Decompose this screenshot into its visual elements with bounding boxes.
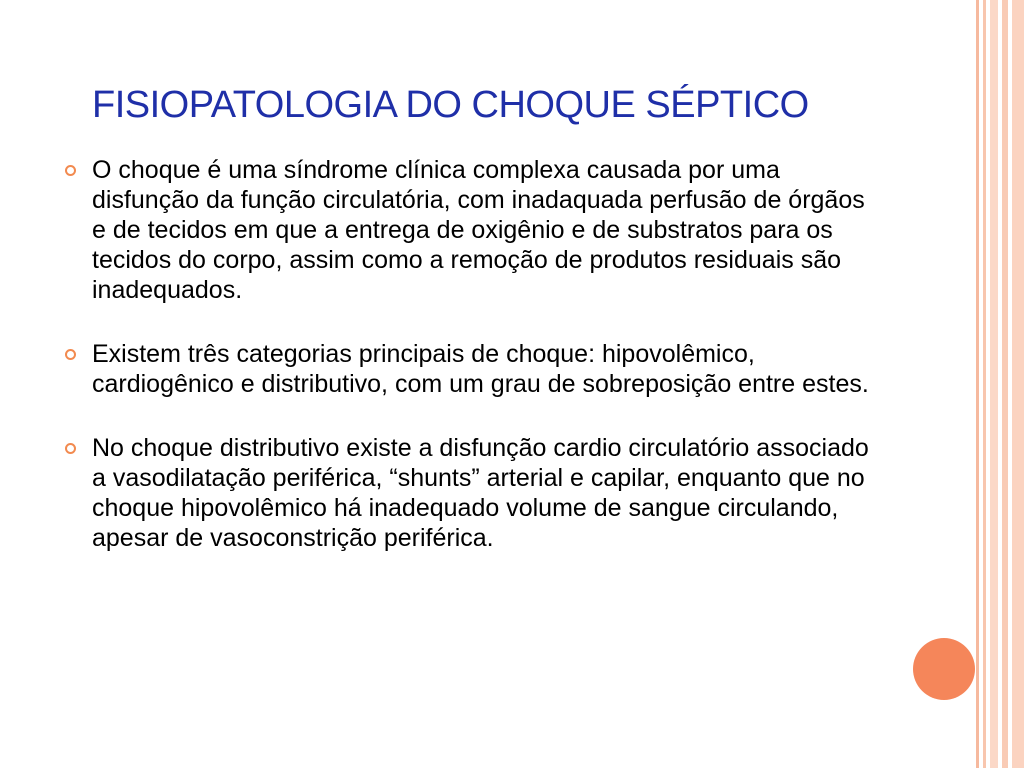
bullet-text: No choque distributivo existe a disfunção cardio circulatório associado a vasodilatação periférica, “shunts” arterial e capilar, enquanto que no choque hipovolêmico há inadequado volume de sangue circulando, apesar de vasoconstrição periférica. — [92, 434, 869, 552]
orange-circle-decoration — [913, 638, 975, 700]
bullet-item — [62, 433, 882, 553]
decorative-stripe-2 — [983, 0, 986, 768]
bullet-item — [62, 339, 882, 399]
decorative-stripe-3 — [990, 0, 998, 768]
bullet-icon — [65, 165, 76, 176]
bullet-icon — [65, 349, 76, 360]
bullet-item — [62, 155, 882, 305]
bullet-icon — [65, 443, 76, 454]
bullet-text: O choque é uma síndrome clínica complexa causada por uma disfunção da função circulatória, com inadaquada perfusão de órgãos e de tecidos em que a entrega de oxigênio e de substratos para os tecidos do corpo, assim como a remoção de produtos residuais são inadequados. — [92, 156, 865, 304]
bullet-text: Existem três categorias principais de choque: hipovolêmico, cardiogênico e distributivo, com um grau de sobreposição entre estes. — [92, 340, 869, 398]
decorative-stripe-5 — [1012, 0, 1024, 768]
decorative-stripe-4 — [1002, 0, 1008, 768]
decorative-stripe-1 — [976, 0, 979, 768]
slide-title: FISIOPATOLOGIA DO CHOQUE SÉPTICO — [92, 84, 809, 126]
bullet-list — [62, 155, 882, 587]
